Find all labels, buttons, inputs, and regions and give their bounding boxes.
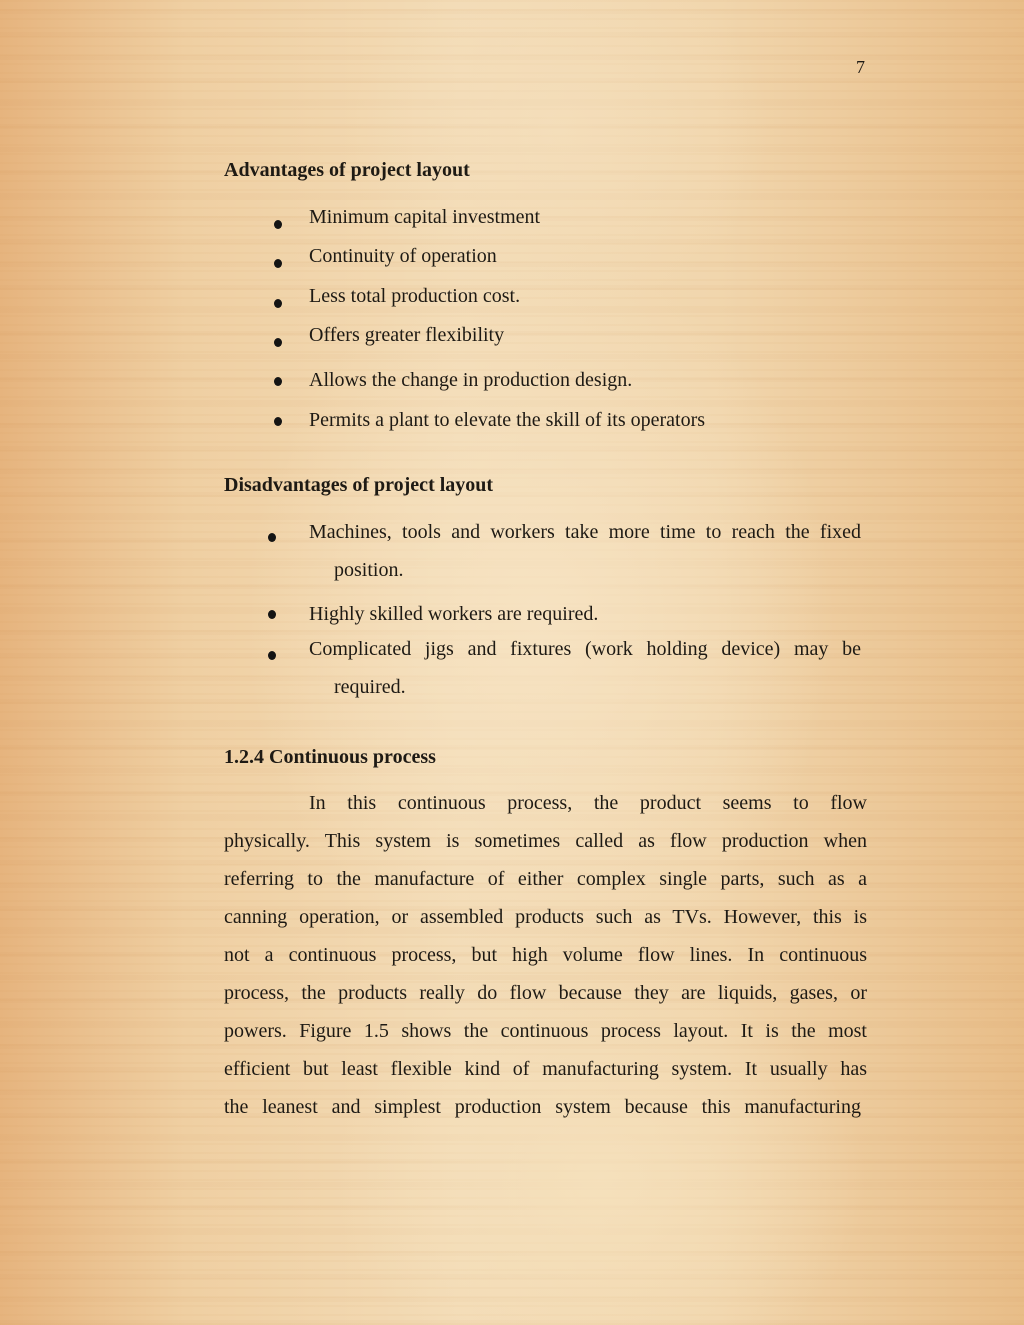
bullet-icon	[274, 299, 282, 308]
bullet-icon	[268, 651, 276, 660]
disadvantage-item: Complicated jigs and fixtures (work holding device) may be	[309, 638, 861, 660]
disadvantage-item-continuation: required.	[334, 676, 406, 698]
disadvantages-heading: Disadvantages of project layout	[224, 474, 494, 496]
bullet-icon	[274, 417, 282, 426]
disadvantage-item: Machines, tools and workers take more time to reach the fixed	[309, 521, 861, 543]
paragraph-line: efficient but least flexible kind of manufacturing system. It usually has	[224, 1058, 867, 1080]
paragraph-line: In this continuous process, the product seems to flow	[309, 792, 867, 814]
disadvantage-item: Highly skilled workers are required.	[309, 603, 599, 625]
paragraph-line: canning operation, or assembled products such as TVs. However, this is	[224, 906, 867, 928]
paragraph-line: referring to the manufacture of either complex single parts, such as a	[224, 868, 867, 890]
bullet-icon	[274, 338, 282, 347]
advantages-heading: Advantages of project layout	[224, 159, 470, 181]
advantage-item: Continuity of operation	[309, 245, 497, 267]
disadvantage-item-continuation: position.	[334, 559, 404, 581]
bullet-icon	[274, 220, 282, 229]
section-heading: 1.2.4 Continuous process	[224, 746, 436, 768]
page-number: 7	[856, 57, 865, 77]
advantage-item: Offers greater flexibility	[309, 324, 505, 346]
paragraph-line: not a continuous process, but high volume flow lines. In continuous	[224, 944, 867, 966]
paragraph-line: physically. This system is sometimes called as flow production when	[224, 830, 867, 852]
advantage-item: Allows the change in production design.	[309, 369, 633, 391]
paragraph-line: powers. Figure 1.5 shows the continuous process layout. It is the most	[224, 1020, 867, 1042]
bullet-icon	[274, 259, 282, 268]
advantage-item: Minimum capital investment	[309, 206, 541, 228]
advantage-item: Permits a plant to elevate the skill of its operators	[309, 409, 706, 431]
advantage-item: Less total production cost.	[309, 285, 521, 307]
paragraph-line: process, the products really do flow because they are liquids, gases, or	[224, 982, 867, 1004]
paragraph-line: the leanest and simplest production system because this manufacturing	[224, 1096, 861, 1118]
bullet-icon	[268, 610, 276, 619]
bullet-icon	[268, 533, 276, 542]
bullet-icon	[274, 377, 282, 386]
